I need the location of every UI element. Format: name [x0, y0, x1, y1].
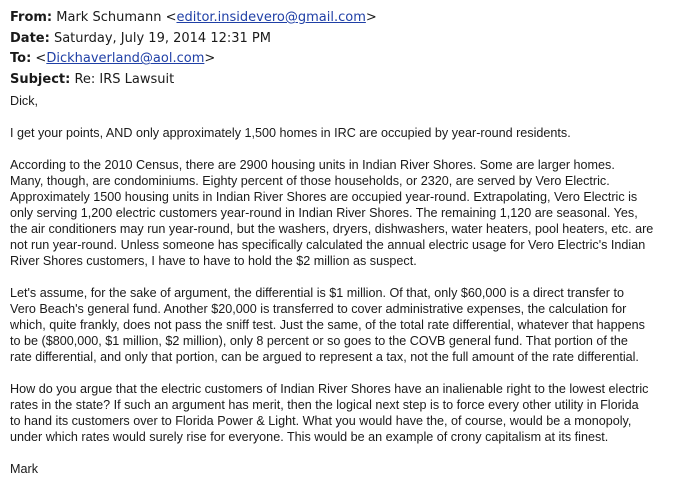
paragraph-line: not run year-round. Unless someone has specifically calculated the annual electric usage for Vero Electric's Indian: [10, 238, 646, 252]
paragraph-line: I get your points, AND only approximately 1,500 homes in IRC are occupied by year-round residents.: [10, 126, 571, 140]
paragraph-line: only serving 1,200 electric customers year-round in Indian River Shores. The remaining 1,120 are seasonal. Yes,: [10, 206, 638, 220]
paragraph-1: [10, 125, 694, 141]
paragraph-line: to hand its customers over to Florida Power & Light. What you would have the, of course, would be a monopoly,: [10, 414, 632, 428]
paragraph-line: which, quite frankly, does not pass the sniff test. Just the same, of the total rate differential, whatever that happens: [10, 318, 645, 332]
subject-row: [10, 70, 377, 91]
date-value: Saturday, July 19, 2014 12:31 PM: [53, 30, 271, 46]
to-email-link[interactable]: Dickhaverland@aol.com: [46, 51, 205, 66]
paragraph-3: [10, 285, 694, 365]
to-close: >: [204, 51, 216, 66]
signature: Mark: [10, 462, 38, 476]
from-name: Mark Schumann <: [56, 10, 177, 25]
from-close: >: [365, 10, 377, 25]
paragraph-line: Approximately 1500 housing units in Indian River Shores are occupied year-round. Extrapolating, Vero Electric is: [10, 190, 638, 204]
to-open: <: [35, 51, 47, 66]
email-body: [10, 93, 694, 477]
paragraph-line: to be ($800,000, $1 million, $2 million), only 8 percent or so goes to the COVB general fund. That portion of the: [10, 334, 628, 348]
subject-label: Subject:: [10, 71, 71, 87]
subject-value: Re: IRS Lawsuit: [74, 71, 175, 87]
date-label: Date:: [10, 30, 50, 46]
paragraph-line: How do you argue that the electric customers of Indian River Shores have an inalienable right to the lowest electric: [10, 382, 649, 396]
from-email-link[interactable]: editor.insidevero@gmail.com: [176, 10, 366, 25]
paragraph-line: River Shores customers, I have to have to hold the $2 million as suspect.: [10, 254, 417, 268]
paragraph-line: Let's assume, for the sake of argument, the differential is $1 million. Of that, only $60,000 is a direct transfer to: [10, 286, 624, 300]
greeting: Dick,: [10, 94, 38, 108]
to-row: [10, 49, 377, 70]
from-row: [10, 8, 377, 29]
paragraph-4: [10, 381, 694, 445]
paragraph-line: Many, though, are condominiums. Eighty percent of those households, or 2320, are served by Vero Electric.: [10, 174, 610, 188]
date-row: [10, 29, 377, 50]
to-label: To:: [10, 51, 32, 66]
from-label: From:: [10, 10, 53, 25]
paragraph-line: rate differential, and only that portion, can be argued to represent a tax, not the full amount of the rate differential.: [10, 350, 639, 364]
paragraph-line: According to the 2010 Census, there are 2900 housing units in Indian River Shores. Some are larger homes.: [10, 158, 615, 172]
paragraph-line: the air conditioners may run year-round, but the washers, dryers, dishwashers, water heaters, pool heaters, etc. are: [10, 222, 654, 236]
paragraph-line: rates in the state? If such an argument has merit, then the logical next step is to force every other utility in Florida: [10, 398, 639, 412]
email-header: [10, 8, 377, 90]
paragraph-line: under which rates would surely rise for everyone. This would be an example of crony capitalism at its finest.: [10, 430, 609, 444]
paragraph-line: Vero Beach's general fund. Another $20,000 is transferred to cover administrative expenses, the calculation for: [10, 302, 627, 316]
paragraph-2: [10, 157, 694, 269]
